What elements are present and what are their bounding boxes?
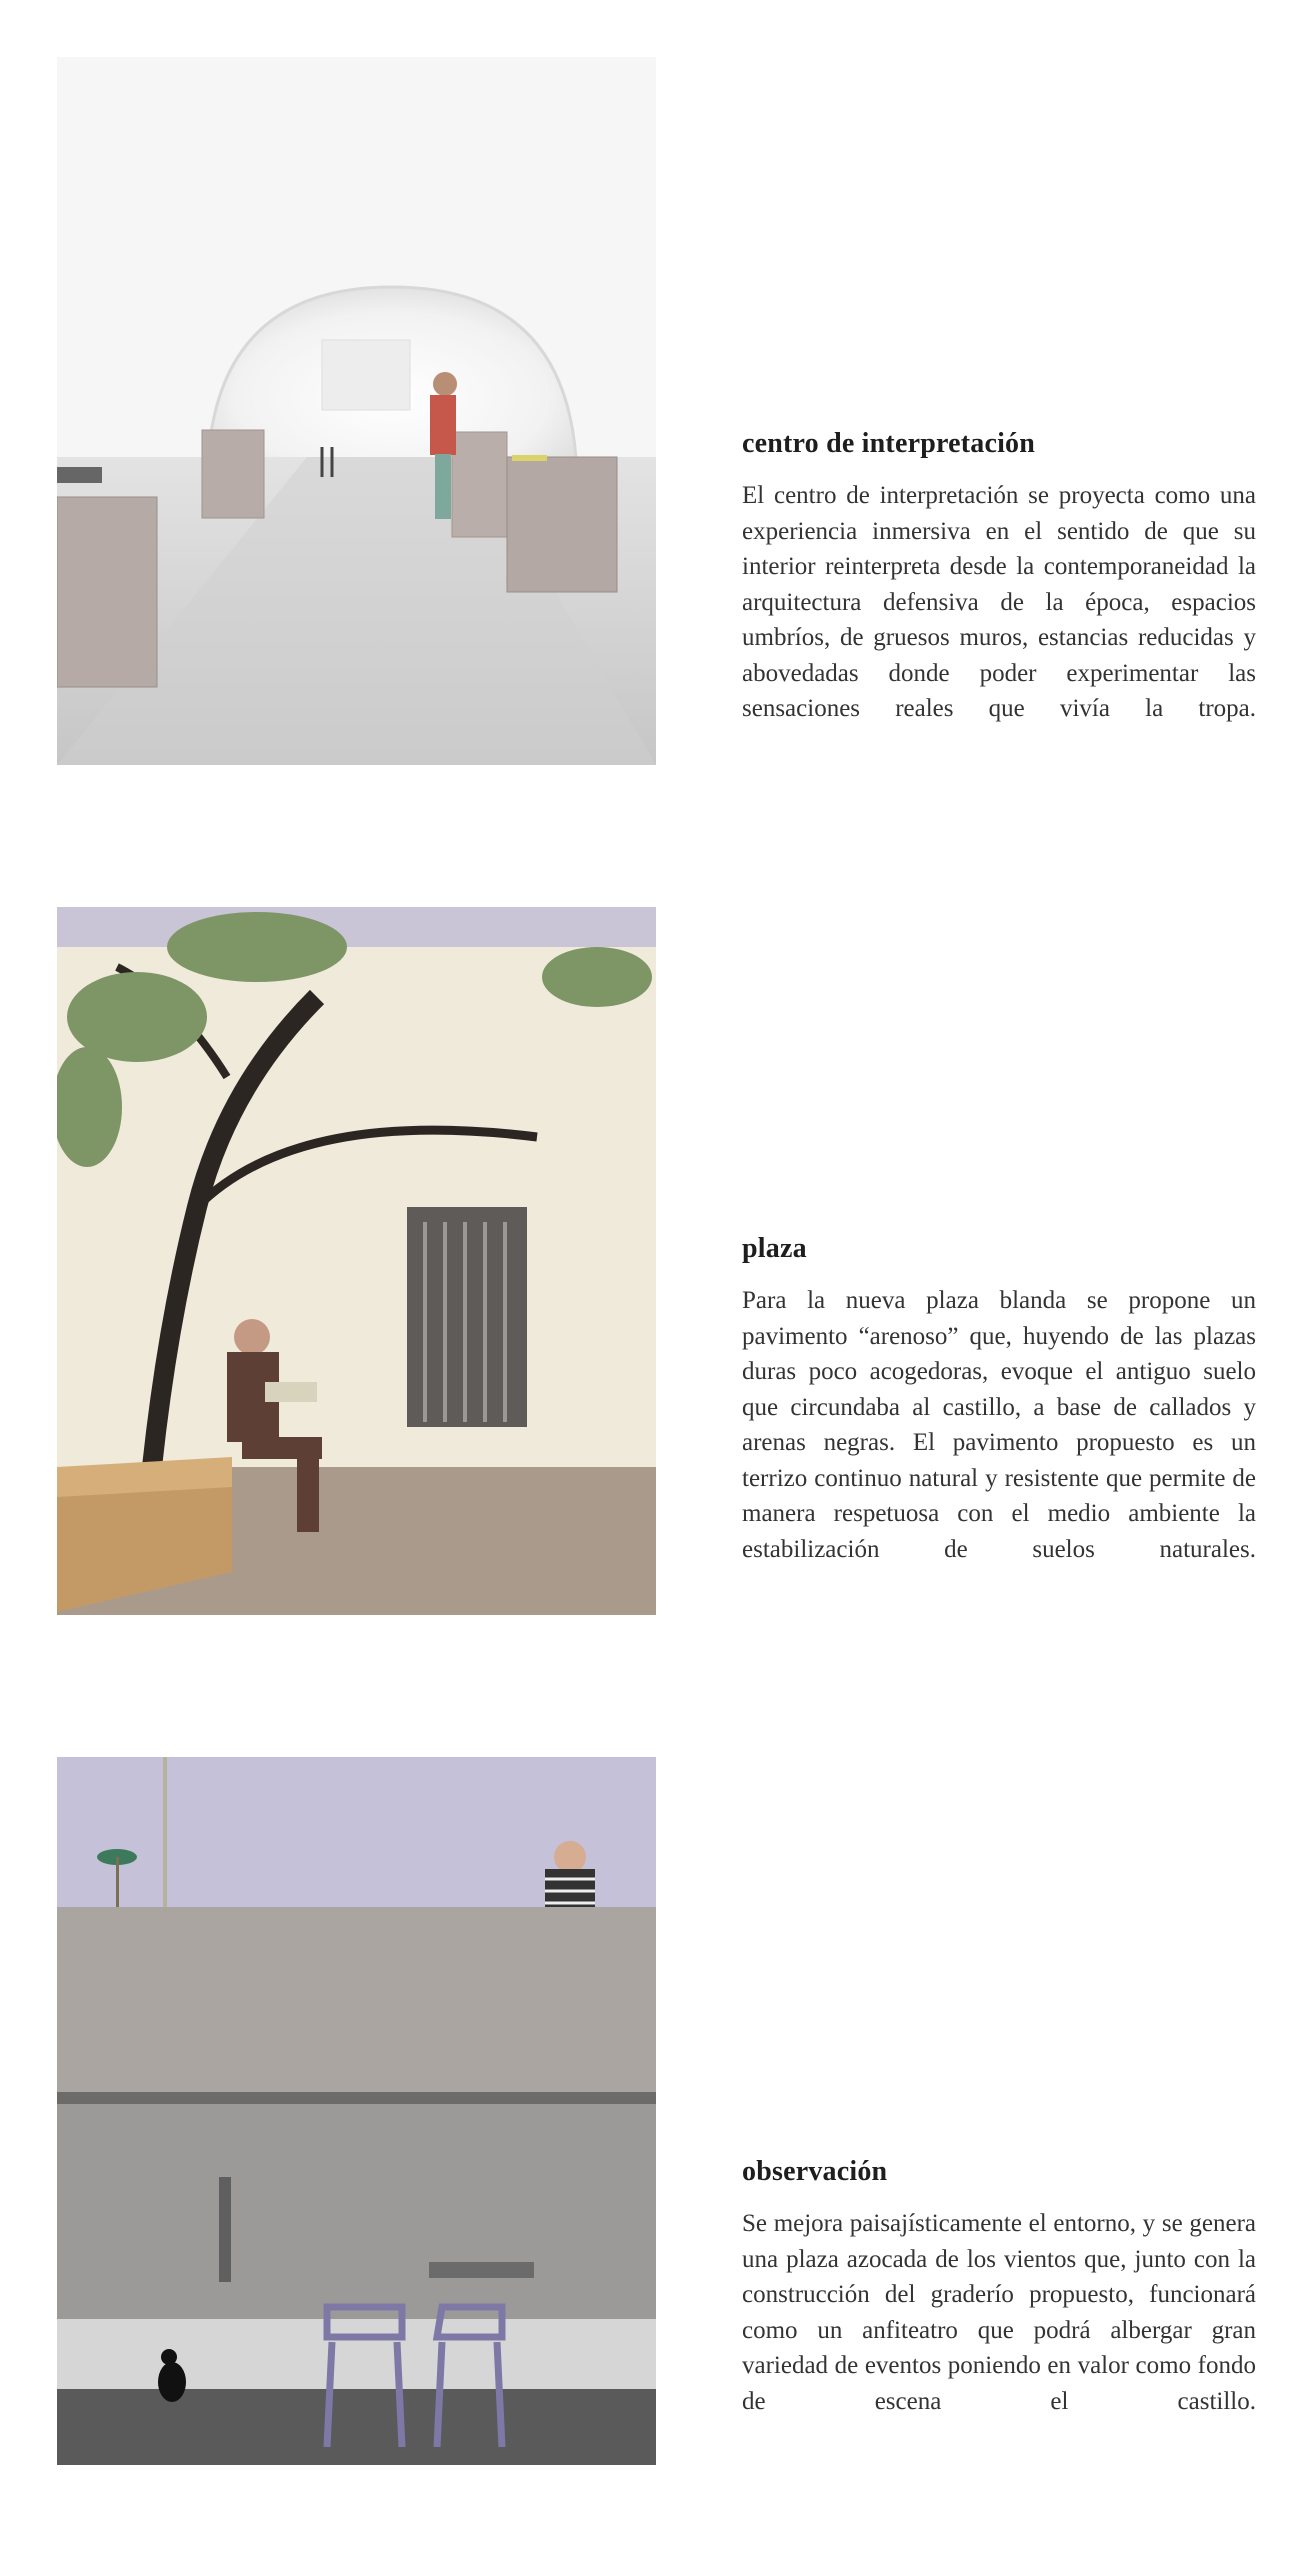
section-observation <box>742 2156 1256 2419</box>
observation-render <box>57 1757 656 2465</box>
section-title: centro de interpretación <box>742 428 1036 459</box>
section-body: Para la nueva plaza blanda se propone un pavimento “arenoso” que, huyendo de las plazas duras poco acogedoras, evoque el antiguo suelo que circundaba al castillo, a base de callados y arenas negras. El pavimento propuesto es un terrizo continuo natural y resistente que permite de manera respetuosa con el medio ambiente la estabilización de suelos naturales. <box>742 1287 1256 1563</box>
section-title: plaza <box>742 1233 807 1264</box>
section-body: El centro de interpretación se proyecta como una experiencia inmersiva en el sentido de que su interior reinterpreta desde la contemporaneidad la arquitectura defensiva de la época, espacios umbríos, de gruesos muros, estancias reducidas y abovedadas donde poder experimentar las sensaciones reales que vivía la tropa. <box>742 482 1256 722</box>
section-body: Se mejora paisajísticamente el entorno, y se genera una plaza azocada de los vientos que, junto con la construcción del graderío propuesto, funcionará como un anfiteatro que podrá albergar gran variedad de eventos poniendo en valor como fondo de escena el castillo. <box>742 2210 1256 2415</box>
section-interpretation-center <box>742 428 1256 727</box>
section-plaza <box>742 1233 1256 1567</box>
interpretation-center-render <box>57 57 656 765</box>
plaza-render <box>57 907 656 1615</box>
section-title: observación <box>742 2156 888 2187</box>
